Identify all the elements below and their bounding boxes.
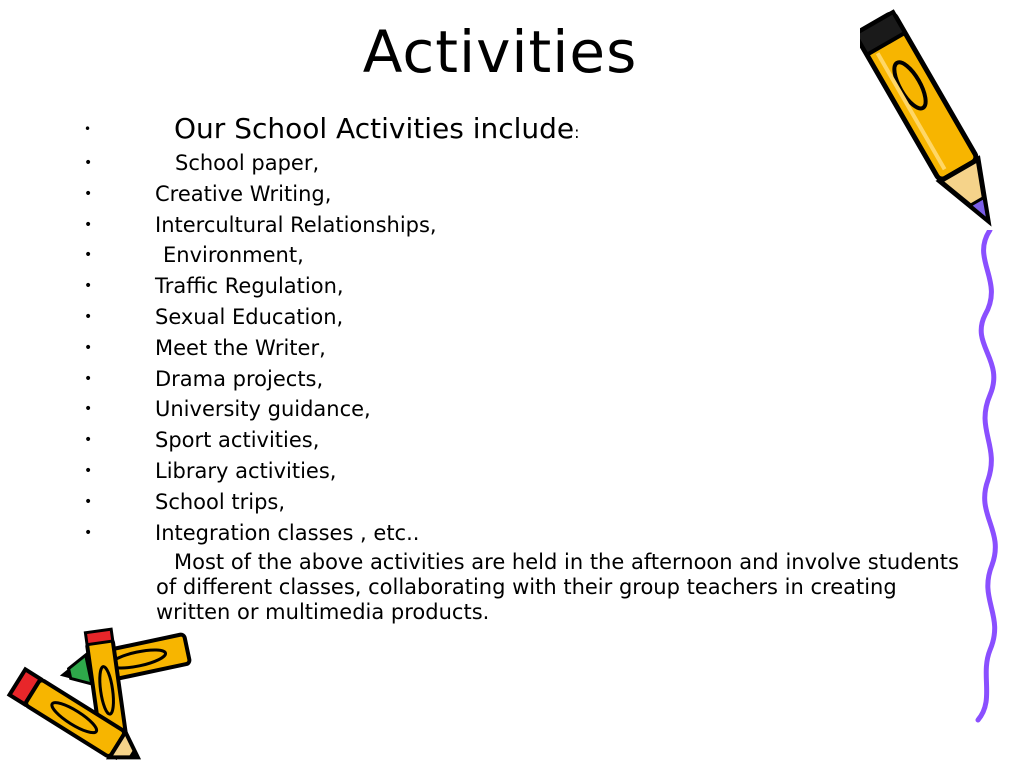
list-item-text: School trips, <box>155 489 286 514</box>
bullet: • <box>84 185 93 202</box>
squiggle-line <box>950 230 1020 725</box>
list-item-text: University guidance, <box>155 397 371 422</box>
bullet: • <box>84 247 93 264</box>
bullet: • <box>84 493 93 510</box>
list-item-text: Creative Writing, <box>155 181 332 206</box>
list-item-text: Traffic Regulation, <box>155 274 344 299</box>
bullet: • <box>84 278 93 295</box>
list-item-text: School paper, <box>175 151 320 175</box>
slide-title: Activities <box>362 18 638 86</box>
list-item-text: Drama projects, <box>155 366 324 391</box>
bullet: • <box>84 339 93 356</box>
bullet: • <box>84 432 93 449</box>
list-item-text: Environment, <box>163 243 304 268</box>
bullet: • <box>84 216 93 233</box>
list-item-text: Library activities, <box>155 458 337 483</box>
bullet: • <box>84 462 93 479</box>
bullet: • <box>84 155 93 171</box>
list-item-text: Sexual Education, <box>155 304 344 329</box>
pencils-icon <box>0 620 210 760</box>
list-item-text: Intercultural Relationships, <box>155 212 437 237</box>
list-item-text: Meet the Writer, <box>155 335 326 360</box>
bullet: • <box>84 401 93 418</box>
summary-paragraph: Most of the above activities are held in the afternoon and involve students of different classes, collaborating with their group teachers in creating written or multimedia products. <box>156 550 959 624</box>
intro-suffix: : <box>574 123 580 142</box>
bullet: • <box>84 122 92 136</box>
bullet: • <box>84 370 93 387</box>
bullet: • <box>84 308 93 325</box>
list-item-text: Integration classes , etc.. <box>155 520 420 545</box>
bullet: • <box>84 524 93 541</box>
intro-text: Our School Activities include <box>174 112 575 145</box>
list-item-text: Sport activities, <box>155 428 320 453</box>
pencil-icon <box>860 0 1000 245</box>
